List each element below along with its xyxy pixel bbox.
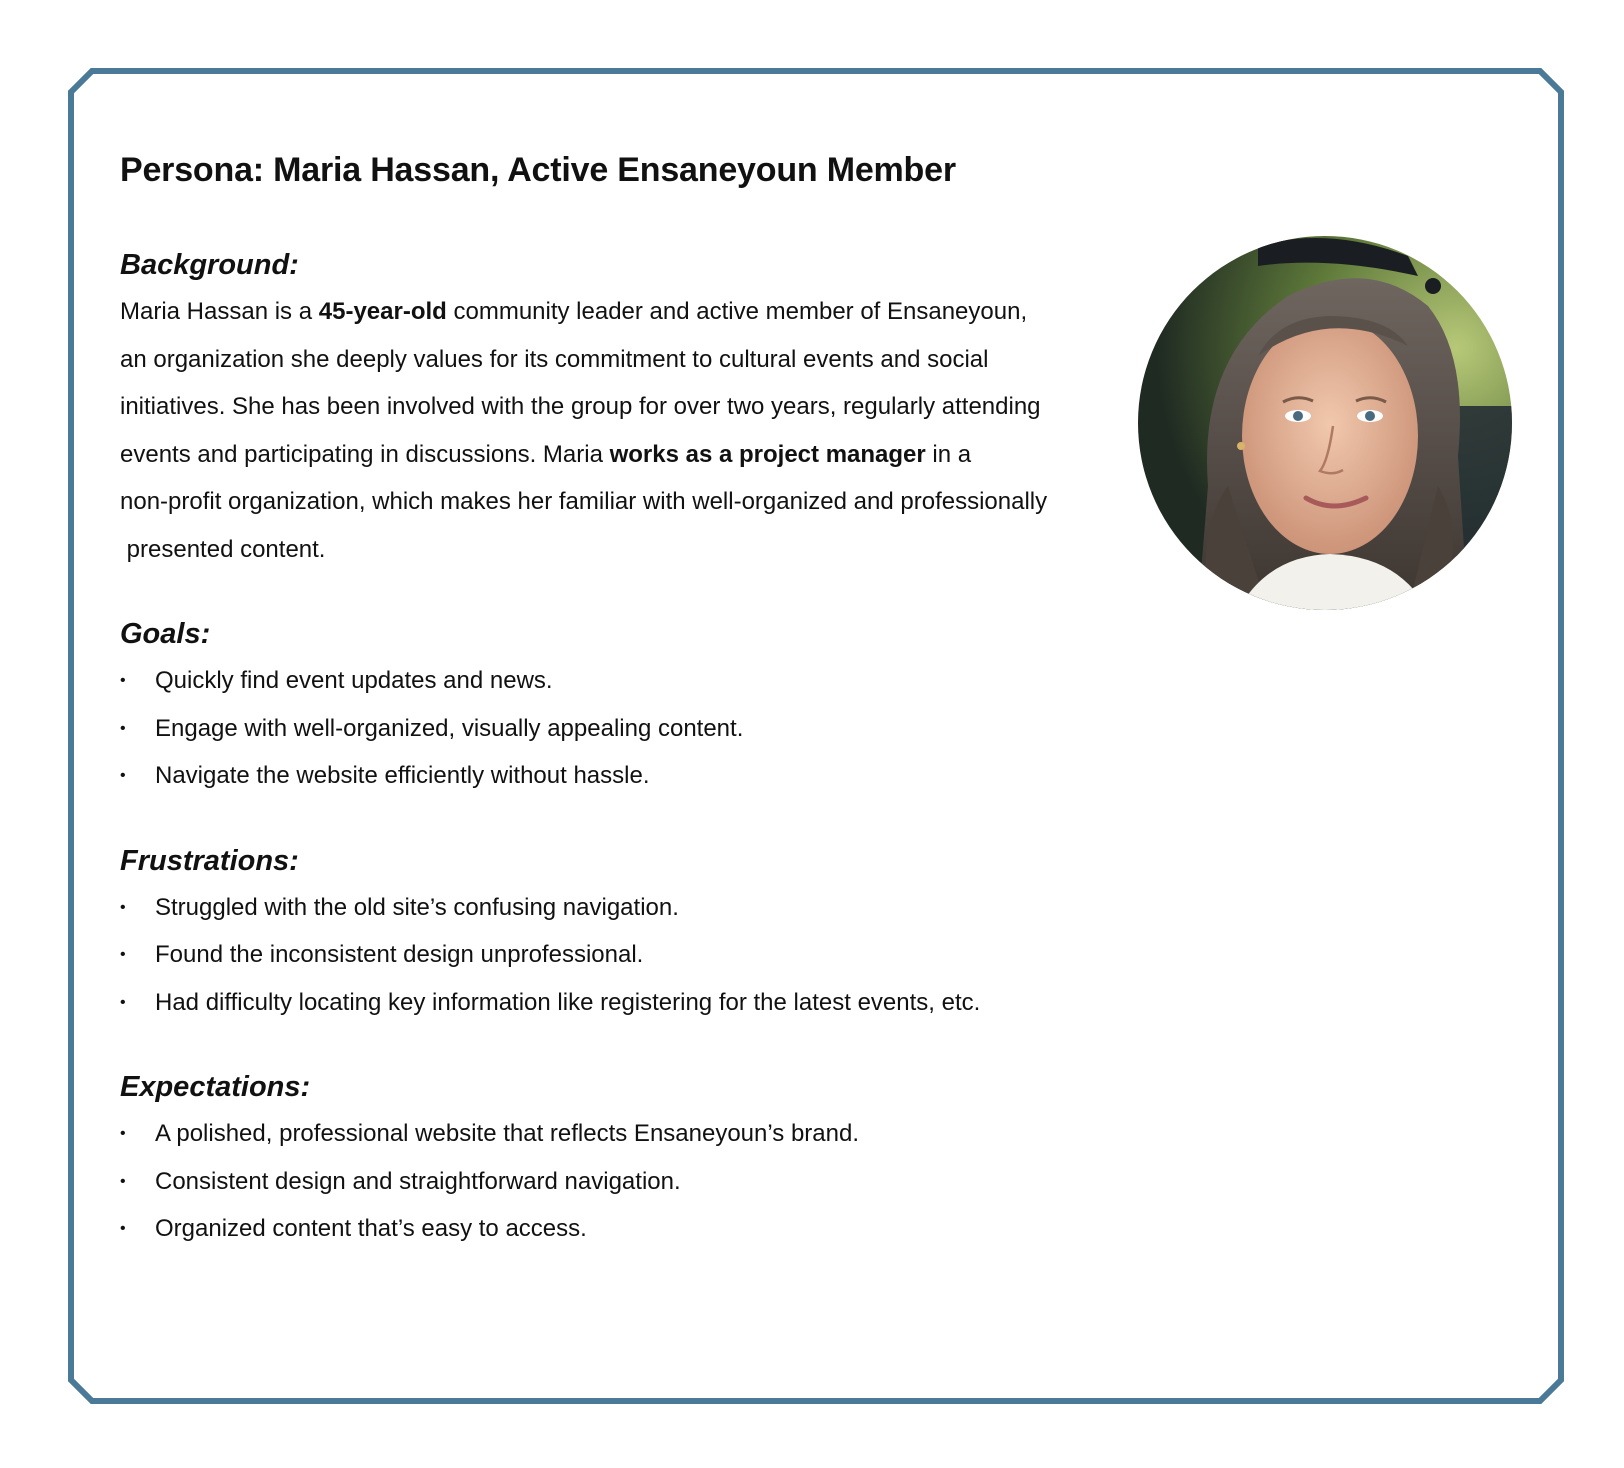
list-item: • A polished, professional website that reflects Ensaneyoun’s brand. (120, 1110, 1160, 1158)
list-item: • Found the inconsistent design unprofessional. (120, 931, 1160, 979)
bullet-icon: • (120, 1220, 126, 1237)
bullet-icon: • (120, 672, 126, 689)
background-line-4: events and participating in discussions. Maria works as a project manager in a (120, 440, 972, 468)
expectations-list (120, 1110, 1160, 1253)
background-line-3: initiatives. She has been involved with the group for over two years, regularly attending (120, 393, 1041, 420)
frustrations-list (120, 884, 1160, 1027)
background-line-5: non-profit organization, which makes her familiar with well-organized and professionally (120, 488, 1048, 515)
background-line-6: presented content. (120, 535, 326, 563)
page-title: Persona: Maria Hassan, Active Ensaneyoun Member (120, 151, 956, 189)
persona-photo (1138, 236, 1512, 610)
goals-heading: Goals: (120, 618, 211, 650)
persona-content (120, 150, 1160, 1253)
bullet-icon: • (120, 719, 126, 737)
frustrations-heading: Frustrations: (120, 844, 299, 877)
age-highlight: 45-year-old (318, 298, 447, 325)
bullet-icon: • (120, 993, 126, 1011)
goals-list (120, 657, 1160, 800)
background-heading: Background: (120, 249, 299, 281)
bullet-icon: • (120, 946, 126, 963)
bullet-icon: • (120, 767, 126, 784)
background-line-1: Maria Hassan is a 45-year-old community leader and active member of Ensaneyoun, (120, 298, 1028, 325)
list-item: • Navigate the website efficiently without hassle. (120, 752, 1160, 800)
background-paragraph (120, 288, 1160, 573)
expectations-heading: Expectations: (120, 1071, 311, 1103)
bullet-icon: • (120, 898, 126, 916)
persona-avatar (1138, 236, 1512, 610)
list-item: • Had difficulty locating key information like registering for the latest events, etc. (120, 979, 1160, 1027)
list-item: • Quickly find event updates and news. (120, 657, 1160, 705)
list-item: • Engage with well-organized, visually appealing content. (120, 705, 1160, 753)
list-item: • Struggled with the old site’s confusing navigation. (120, 884, 1160, 932)
bullet-icon: • (120, 1172, 126, 1190)
job-highlight: works as a project manager (609, 440, 926, 468)
list-item: • Consistent design and straightforward navigation. (120, 1158, 1160, 1206)
background-line-2: an organization she deeply values for its commitment to cultural events and social (120, 345, 989, 373)
bullet-icon: • (120, 1125, 126, 1142)
list-item: • Organized content that’s easy to access. (120, 1205, 1160, 1253)
